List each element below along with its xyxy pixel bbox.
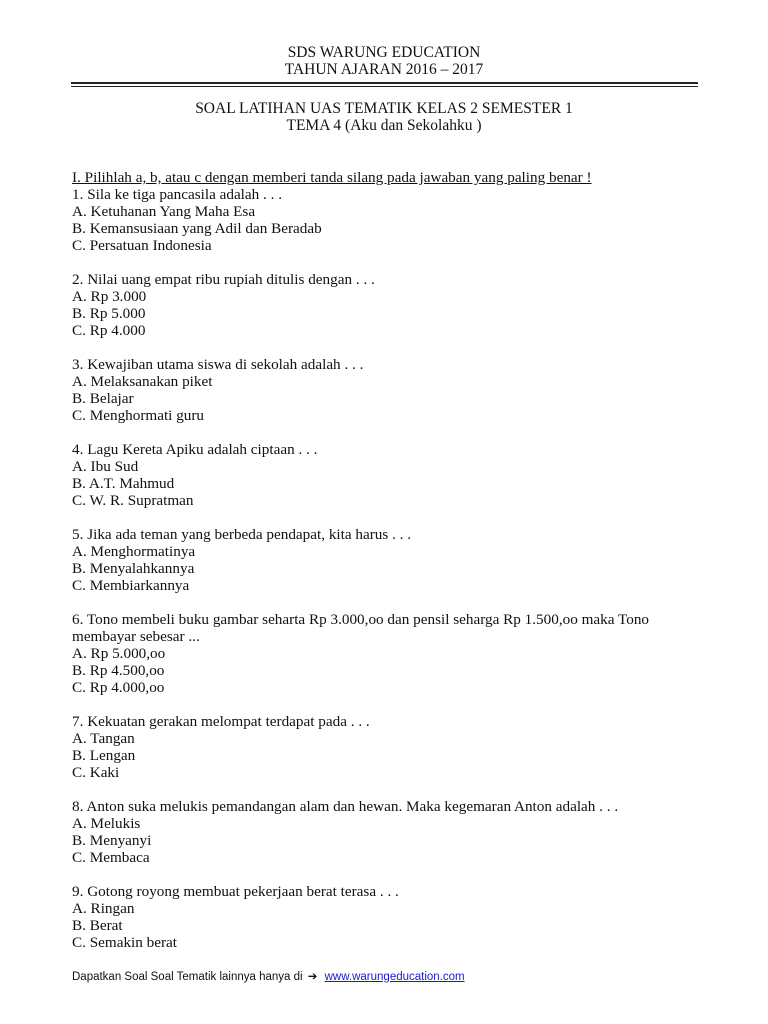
question-1 xyxy=(72,186,692,254)
question-text: 1. Sila ke tiga pancasila adalah . . . xyxy=(72,186,283,203)
question-2 xyxy=(72,271,692,339)
option-c: C. Semakin berat xyxy=(72,934,178,951)
option-b: B. Menyalahkannya xyxy=(72,560,195,577)
question-text: 7. Kekuatan gerakan melompat terdapat pada . . . xyxy=(72,713,370,730)
option-b: B. Lengan xyxy=(72,747,136,764)
option-b: B. Kemansusiaan yang Adil dan Beradab xyxy=(72,220,322,237)
question-3 xyxy=(72,356,692,424)
option-b: B. Rp 4.500,oo xyxy=(72,662,165,679)
option-a: A. Menghormatinya xyxy=(72,543,196,560)
footer-link[interactable]: www.warungeducation.com xyxy=(324,971,465,983)
question-text: 2. Nilai uang empat ribu rupiah ditulis dengan . . . xyxy=(72,271,375,288)
option-c: C. W. R. Supratman xyxy=(72,492,194,509)
option-a: A. Rp 5.000,oo xyxy=(72,645,166,662)
option-c: C. Membiarkannya xyxy=(72,577,190,594)
question-text: 9. Gotong royong membuat pekerjaan berat terasa . . . xyxy=(72,883,399,900)
option-c: C. Persatuan Indonesia xyxy=(72,237,212,254)
question-list xyxy=(72,169,692,968)
question-text: 6. Tono membeli buku gambar seharta Rp 3.000,oo dan pensil seharga Rp 1.500,oo maka Tono membayar sebesar ... xyxy=(72,611,650,645)
option-a: A. Ibu Sud xyxy=(72,458,139,475)
option-a: A. Melukis xyxy=(72,815,141,832)
option-b: B. Berat xyxy=(72,917,123,934)
option-a: A. Rp 3.000 xyxy=(72,288,147,305)
question-4 xyxy=(72,441,692,509)
question-8 xyxy=(72,798,692,866)
question-7 xyxy=(72,713,692,781)
option-b: B. Menyanyi xyxy=(72,832,152,849)
option-a: A. Ketuhanan Yang Maha Esa xyxy=(72,203,256,220)
school-name: SDS WARUNG EDUCATION xyxy=(287,44,481,61)
option-a: A. Tangan xyxy=(72,730,135,747)
footer xyxy=(72,970,465,984)
right-arrow-icon: ➔ xyxy=(307,971,318,983)
instruction-text: I. Pilihlah a, b, atau c dengan memberi tanda silang pada jawaban yang paling benar ! xyxy=(72,169,592,186)
header-divider-thin xyxy=(71,86,698,87)
footer-text: Dapatkan Soal Soal Tematik lainnya hanya di xyxy=(72,971,303,983)
option-b: B. Rp 5.000 xyxy=(72,305,146,322)
question-9 xyxy=(72,883,692,951)
exam-title-line-2: TEMA 4 (Aku dan Sekolahku ) xyxy=(286,117,482,134)
option-c: C. Membaca xyxy=(72,849,150,866)
option-c: C. Menghormati guru xyxy=(72,407,205,424)
exam-title-line-1: SOAL LATIHAN UAS TEMATIK KELAS 2 SEMESTER 1 xyxy=(195,100,573,117)
question-5 xyxy=(72,526,692,594)
question-6 xyxy=(72,611,692,696)
option-c: C. Rp 4.000 xyxy=(72,322,146,339)
option-c: C. Rp 4.000,oo xyxy=(72,679,165,696)
option-a: A. Melaksanakan piket xyxy=(72,373,213,390)
exam-title xyxy=(0,100,768,134)
header-divider-thick xyxy=(71,82,698,84)
question-text: 4. Lagu Kereta Apiku adalah ciptaan . . . xyxy=(72,441,318,458)
option-c: C. Kaki xyxy=(72,764,120,781)
question-text: 3. Kewajiban utama siswa di sekolah adalah . . . xyxy=(72,356,364,373)
question-text: 5. Jika ada teman yang berbeda pendapat, kita harus . . . xyxy=(72,526,412,543)
option-b: B. Belajar xyxy=(72,390,134,407)
option-b: B. A.T. Mahmud xyxy=(72,475,175,492)
academic-year: TAHUN AJARAN 2016 – 2017 xyxy=(284,61,484,78)
option-a: A. Ringan xyxy=(72,900,135,917)
question-text: 8. Anton suka melukis pemandangan alam dan hewan. Maka kegemaran Anton adalah . . . xyxy=(72,798,619,815)
